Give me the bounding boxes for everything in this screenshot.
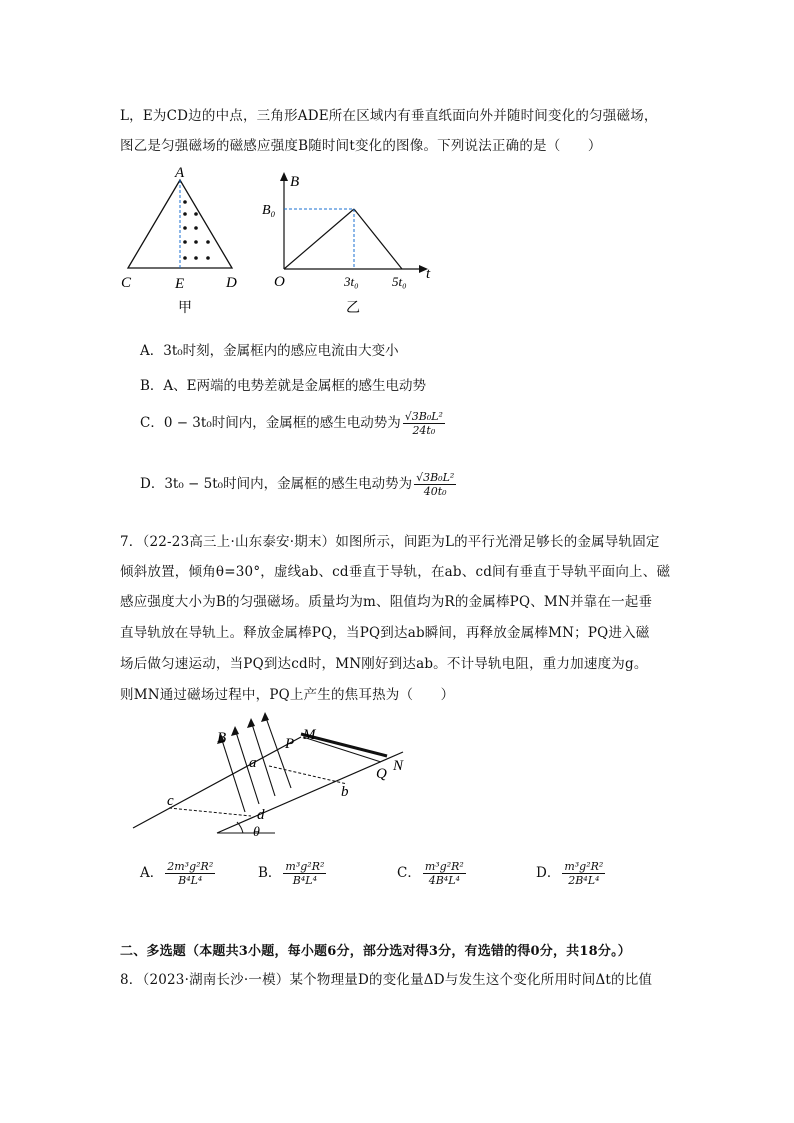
- q6-option-b[interactable]: B．A、E两端的电势差就是金属框的感生电动势: [140, 378, 427, 394]
- label-B-axis: B: [290, 174, 300, 190]
- label-B: B: [217, 730, 227, 746]
- q7-option-a[interactable]: [140, 860, 215, 887]
- label-O: O: [274, 274, 285, 290]
- q6-option-d-text: D．3t₀ − 5t₀时间内，金属框的感生电动势为: [140, 476, 413, 492]
- q7-option-d[interactable]: [536, 860, 605, 887]
- q6-option-d[interactable]: [140, 471, 456, 498]
- caption-yi: 乙: [346, 301, 360, 316]
- figure-rails: [125, 712, 425, 847]
- q7-line-1: 7．（22-23高三上·山东泰安·期末）如图所示，间距为L的平行光滑足够长的金属导轨固定: [120, 534, 660, 550]
- q7-option-a-label: A．: [140, 865, 164, 881]
- q7-line-6: 则MN通过磁场过程中，PQ上产生的焦耳热为（ ）: [120, 687, 455, 703]
- q7-option-c-label: C．: [397, 865, 421, 881]
- caption-jia: 甲: [178, 301, 192, 316]
- q7-line-4: 直导轨放在导轨上。释放金属棒PQ，当PQ到达ab瞬间，再释放金属棒MN；PQ进入磁: [120, 625, 650, 641]
- label-E: E: [175, 276, 185, 292]
- q7-option-d-label: D．: [536, 865, 561, 881]
- label-C: C: [121, 275, 132, 291]
- label-A: A: [175, 165, 185, 181]
- q7-option-c[interactable]: [397, 860, 466, 887]
- q6-option-c[interactable]: [140, 410, 445, 437]
- label-B0: B₀: [262, 203, 276, 218]
- label-D: D: [226, 275, 237, 291]
- q8-line-1: 8．（2023·湖南长沙·一模）某个物理量D的变化量ΔD与发生这个变化所用时间Δt的比值: [120, 972, 653, 988]
- label-c: c: [167, 793, 174, 809]
- q7-option-b-label: B．: [258, 865, 282, 881]
- q7-option-a-fraction: $\frac{\text{2m³g²R²}}{\text{B⁴L⁴}}$: [167, 860, 214, 887]
- label-b: b: [341, 784, 349, 800]
- label-P: P: [285, 736, 295, 752]
- label-Q: Q: [376, 766, 387, 782]
- label-d: d: [257, 807, 265, 823]
- label-5t0: 5t₀: [392, 274, 407, 289]
- q6-option-a[interactable]: A．3t₀时刻，金属框内的感应电流由大变小: [140, 343, 399, 359]
- label-M: M: [303, 727, 316, 743]
- q7-line-5: 场后做匀速运动，当PQ到达cd时，MN刚好到达ab。不计导轨电阻，重力加速度为g。: [120, 656, 648, 672]
- label-3t0: 3t₀: [344, 274, 359, 289]
- section-heading-multi-choice: 二、多选题（本题共3小题，每小题6分，部分选对得3分，有选错的得0分，共18分。）: [120, 944, 631, 959]
- q7-line-2: 倾斜放置，倾角θ=30°，虚线ab、cd垂直于导轨，在ab、cd间有垂直于导轨平面向上、磁: [120, 564, 671, 580]
- q7-option-b[interactable]: [258, 860, 326, 887]
- q7-line-3: 感应强度大小为B的匀强磁场。质量均为m、阻值均为R的金属棒PQ、MN并靠在一起垂: [120, 594, 653, 610]
- q6-option-c-text: C．0 − 3t₀时间内，金属框的感生电动势为: [140, 415, 401, 431]
- q6-line-2: 图乙是匀强磁场的磁感应强度B随时间t变化的图像。下列说法正确的是（ ）: [120, 138, 602, 154]
- label-N: N: [393, 758, 404, 774]
- q6-option-c-fraction: $\frac{\text{√3B₀L²}}{\text{24t₀}}$: [404, 410, 443, 437]
- figure-yi: [258, 168, 443, 318]
- q6-option-d-fraction: $\frac{\text{√3B₀L²}}{\text{40t₀}}$: [416, 471, 455, 498]
- figure-jia: [118, 162, 248, 322]
- q6-line-1: L，E为CD边的中点，三角形ADE所在区域内有垂直纸面向外并随时间变化的匀强磁场，: [120, 108, 658, 124]
- label-a: a: [249, 755, 257, 771]
- label-t-axis: t: [426, 266, 431, 282]
- q7-option-d-fraction: $\frac{\text{m³g²R²}}{\text{2B⁴L⁴}}$: [564, 860, 604, 887]
- q7-option-b-fraction: $\frac{\text{m³g²R²}}{\text{B⁴L⁴}}$: [285, 860, 325, 887]
- label-theta: θ: [253, 825, 260, 840]
- q7-option-c-fraction: $\frac{\text{m³g²R²}}{\text{4B⁴L⁴}}$: [424, 860, 464, 887]
